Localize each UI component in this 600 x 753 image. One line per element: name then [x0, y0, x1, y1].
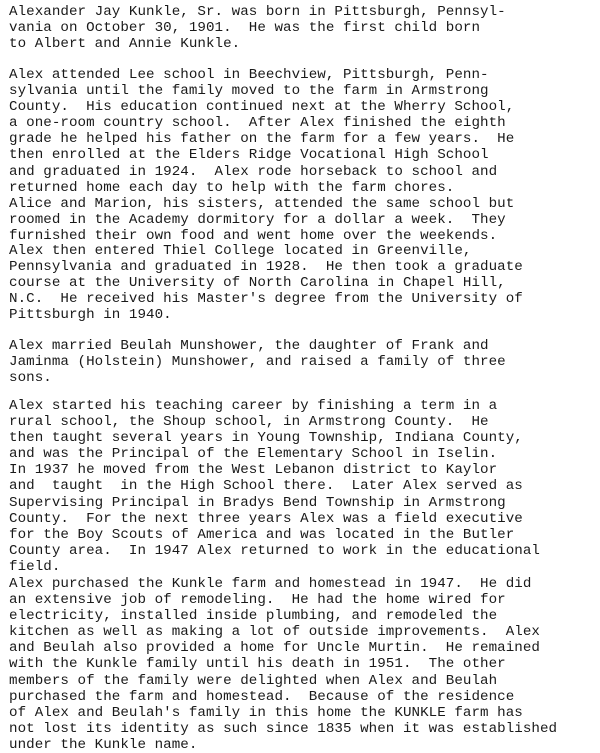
text-line: Supervising Principal in Bradys Bend Township in Armstrong	[9, 494, 506, 511]
paragraph-teaching-career	[9, 398, 540, 575]
paragraph-marriage	[9, 338, 506, 386]
text-line: Alice and Marion, his sisters, attended the same school but	[9, 195, 515, 212]
paragraph-early-education	[9, 67, 514, 244]
text-line: not lost its identity as such since 1835 when it was established	[9, 720, 558, 737]
text-line: Alex married Beulah Munshower, the daughter of Frank and	[9, 338, 489, 354]
text-line: sylvania until the family moved to the farm in Armstrong	[9, 83, 489, 100]
text-line: a one-room country school. After Alex finished the eighth	[9, 115, 506, 132]
text-line: and graduated in 1924. Alex rode horseback to school and	[9, 163, 498, 180]
text-line: furnished their own food and went home over the weekends.	[9, 227, 498, 244]
text-line: N.C. He received his Master's degree from the University of	[9, 291, 523, 308]
text-line: and was the Principal of the Elementary School in Iselin.	[9, 446, 498, 463]
text-line: grade he helped his father on the farm for a few years. He	[9, 131, 515, 148]
text-line: Alexander Jay Kunkle, Sr. was born in Pittsburgh, Pennsyl-	[9, 4, 506, 20]
text-line: County area. In 1947 Alex returned to work in the educational	[9, 542, 540, 559]
text-line: roomed in the Academy dormitory for a dollar a week. They	[9, 211, 506, 228]
text-line: then taught several years in Young Township, Indiana County,	[9, 430, 523, 447]
text-line: electricity, installed inside plumbing, and remodeled the	[9, 608, 498, 625]
text-line: returned home each day to help with the farm chores.	[9, 179, 455, 196]
text-line: County. His education continued next at the Wherry School,	[9, 99, 515, 116]
text-line: Pittsburgh in 1940.	[9, 307, 172, 324]
text-line: Jaminma (Holstein) Munshower, and raised a family of three	[9, 354, 506, 371]
text-line: purchased the farm and homestead. Because of the residence	[9, 688, 515, 705]
text-line: under the Kunkle name.	[9, 736, 198, 753]
text-line: kitchen as well as making a lot of outside improvements. Alex	[9, 624, 540, 641]
paragraph-farm-homestead	[9, 576, 557, 753]
text-line: Pennsylvania and graduated in 1928. He then took a graduate	[9, 259, 523, 276]
text-line: vania on October 30, 1901. He was the first child born	[9, 20, 481, 37]
text-line: course at the University of North Carolina in Chapel Hill,	[9, 275, 506, 292]
text-line: and taught in the High School there. Later Alex served as	[9, 478, 523, 495]
text-line: members of the family were delighted when Alex and Beulah	[9, 672, 498, 689]
text-line: In 1937 he moved from the West Lebanon district to Kaylor	[9, 462, 498, 479]
text-line: Alex started his teaching career by finishing a term in a	[9, 398, 498, 414]
text-line: with the Kunkle family until his death in 1951. The other	[9, 656, 506, 673]
text-line: for the Boy Scouts of America and was located in the Butler	[9, 526, 515, 543]
text-line: Alex attended Lee school in Beechview, Pittsburgh, Penn-	[9, 67, 489, 83]
text-line: of Alex and Beulah's family in this home the KUNKLE farm has	[9, 704, 523, 721]
text-line: to Albert and Annie Kunkle.	[9, 36, 241, 53]
text-line: then enrolled at the Elders Ridge Vocational High School	[9, 147, 489, 164]
text-line: rural school, the Shoup school, in Armstrong County. He	[9, 414, 489, 431]
text-line: field.	[9, 558, 61, 575]
text-line: and Beulah also provided a home for Uncle Murtin. He remained	[9, 640, 540, 657]
text-line: sons.	[9, 370, 52, 387]
text-line: Alex then entered Thiel College located in Greenville,	[9, 243, 472, 259]
paragraph-birth	[9, 4, 506, 52]
paragraph-college	[9, 243, 523, 323]
text-line: County. For the next three years Alex was a field executive	[9, 510, 523, 527]
text-line: an extensive job of remodeling. He had the home wired for	[9, 592, 506, 609]
text-line: Alex purchased the Kunkle farm and homestead in 1947. He did	[9, 576, 532, 592]
